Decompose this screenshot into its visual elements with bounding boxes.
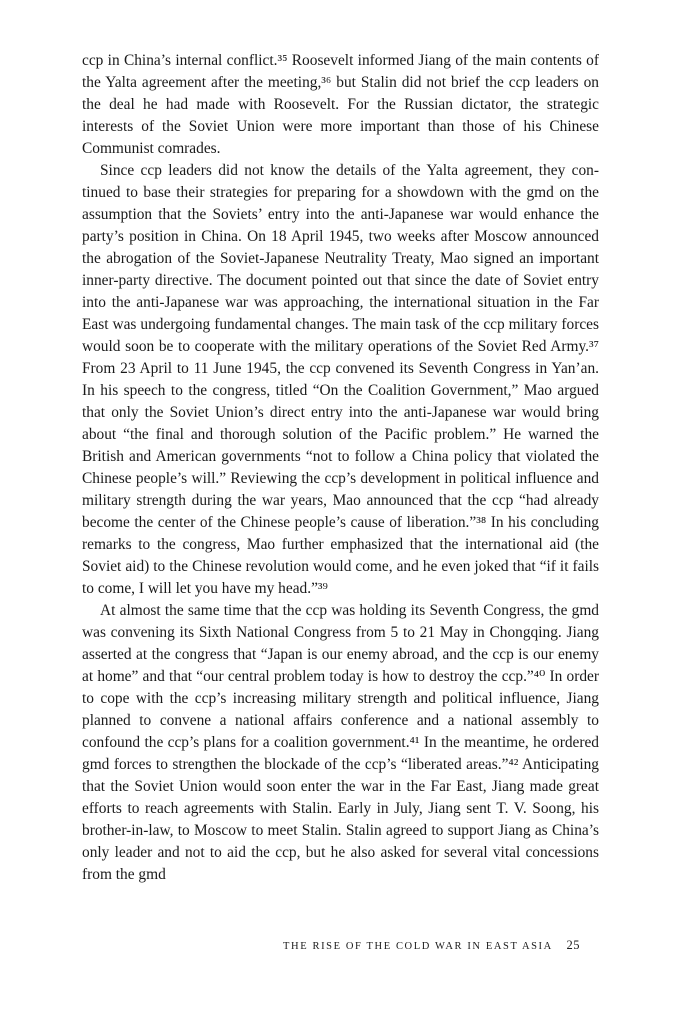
- paragraph-continuation: ccp in China’s internal conflict.³⁵ Roosevelt informed Jiang of the main contents of the Yalta agreement after the meeting,³⁶ but Stalin did not brief the ccp leaders on the deal he had made with Roosevelt. For the Russian dictator, the strategic interests of the Soviet Union were more important than those of his Chinese Communist comrades.: [82, 52, 599, 157]
- page-footer: [82, 938, 580, 953]
- paragraph-yalta-strategy: Since ccp leaders did not know the details of the Yalta agreement, they continued to base their strategies for preparing for a showdown with the gmd on the assumption that the Soviets’ entry into the anti-Japanese war would enhance the party’s position in China. On 18 April 1945, two weeks after Moscow announced the abrogation of the Soviet-Japanese Neutrality Treaty, Mao signed an important inner-party directive. The document pointed out that since the date of Soviet entry into the anti-Japanese war was approaching, the international situation in the Far East was undergoing fundamental changes. The main task of the ccp military forces would soon be to cooperate with the military operations of the Soviet Red Army.³⁷ From 23 April to 11 June 1945, the ccp convened its Seventh Congress in Yan’an. In his speech to the congress, titled “On the Coalition Government,” Mao argued that only the Soviet Union’s direct entry into the anti-Japanese war would bring about “the final and thorough solution of the Pacific problem.” He warned the British and American governments “not to follow a China policy that violated the Chinese people’s will.” Reviewing the ccp’s development in political influence and military strength during the war years, Mao announced that the ccp “had already become the center of the Chinese people’s cause of liberation.”³⁸ In his concluding remarks to the congress, Mao further emphasized that the international aid (the Soviet aid) to the Chinese revolution would come, and he even joked that “if it fails to come, I will let you have my head.”³⁹: [82, 162, 599, 597]
- running-head: THE RISE OF THE COLD WAR IN EAST ASIA: [283, 941, 553, 952]
- page-body: [82, 50, 599, 886]
- page-number: 25: [566, 938, 580, 952]
- paragraph-gmd-congress: At almost the same time that the ccp was holding its Seventh Congress, the gmd was convening its Sixth National Congress from 5 to 21 May in Chongqing. Jiang asserted at the congress that “Japan is our enemy abroad, and the ccp is our enemy at home” and that “our central problem today is how to destroy the ccp.”⁴⁰ In order to cope with the ccp’s increasing military strength and political influence, Jiang planned to convene a national affairs conference and a national assembly to confound the ccp’s plans for a coalition government.⁴¹ In the meantime, he ordered gmd forces to strengthen the blockade of the ccp’s “liberated areas.”⁴² Anticipating that the Soviet Union would soon enter the war in the Far East, Jiang made great efforts to reach agreements with Stalin. Early in July, Jiang sent T. V. Soong, his brother-in-law, to Moscow to meet Stalin. Stalin agreed to support Jiang as China’s only leader and not to aid the ccp, but he also asked for several vital concessions from the gmd: [82, 602, 599, 883]
